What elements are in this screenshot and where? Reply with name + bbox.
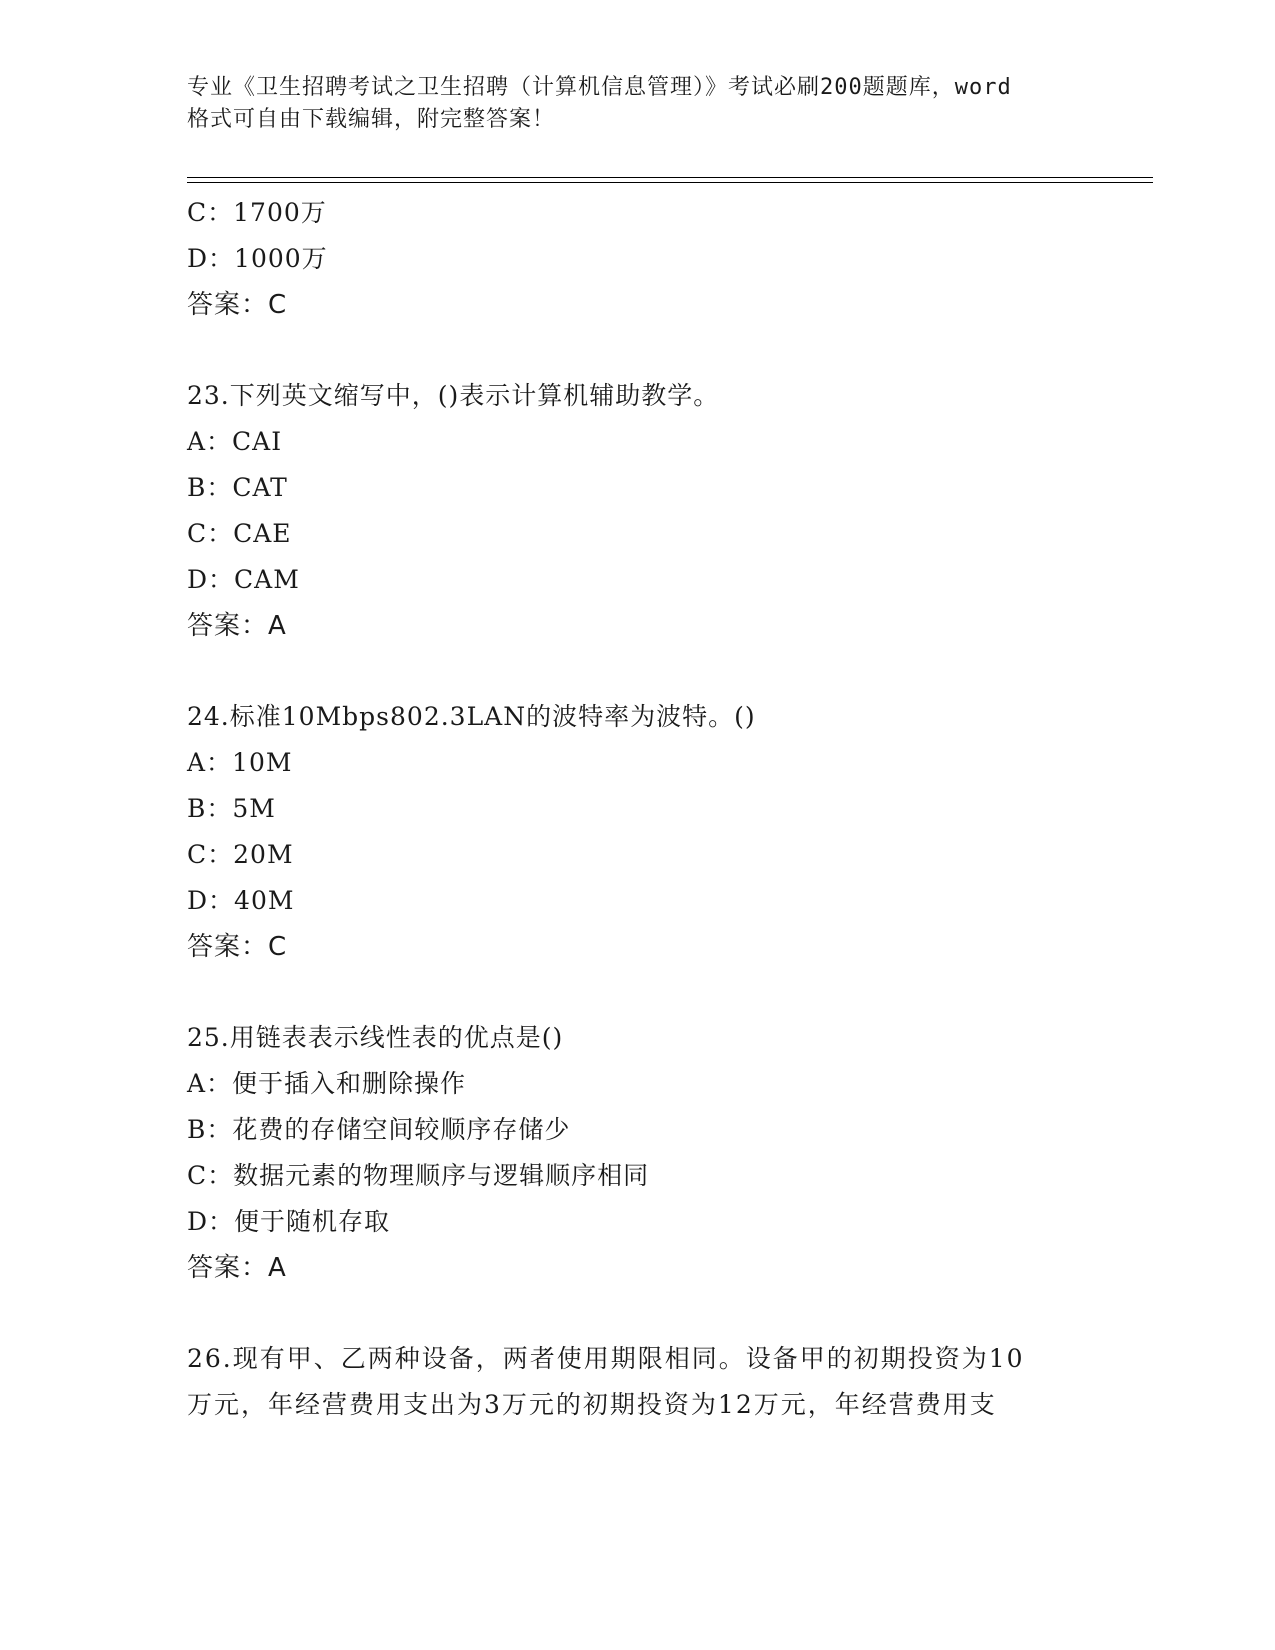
document-body bbox=[187, 190, 1153, 1428]
question-26 bbox=[187, 1336, 1087, 1428]
option-a: A：10M bbox=[187, 748, 293, 777]
header-rule-top bbox=[187, 177, 1153, 178]
spacer bbox=[187, 328, 1153, 373]
option-a: A：便于插入和删除操作 bbox=[187, 1069, 467, 1098]
question-stem: 24.标准10Mbps802.3LAN的波特率为波特。() bbox=[187, 702, 756, 731]
question-24 bbox=[187, 694, 1153, 970]
spacer bbox=[187, 649, 1153, 694]
header-line-1: 专业《卫生招聘考试之卫生招聘（计算机信息管理）》考试必刷200题题库，word bbox=[187, 75, 1012, 100]
spacer bbox=[187, 1291, 1153, 1336]
option-d: D：1000万 bbox=[187, 244, 328, 273]
header-rule-bottom bbox=[187, 182, 1153, 183]
header-line-2: 格式可自由下载编辑，附完整答案！ bbox=[187, 107, 556, 132]
option-d: D：CAM bbox=[187, 565, 300, 594]
question-stem: 23.下列英文缩写中，()表示计算机辅助教学。 bbox=[187, 381, 720, 410]
answer: 答案：C bbox=[187, 932, 288, 962]
question-23 bbox=[187, 373, 1153, 649]
answer: 答案：C bbox=[187, 290, 288, 320]
option-d: D：便于随机存取 bbox=[187, 1207, 391, 1236]
option-b: B：5M bbox=[187, 794, 276, 823]
option-c: C：数据元素的物理顺序与逻辑顺序相同 bbox=[187, 1161, 650, 1190]
question-stem-line-1: 26.现有甲、乙两种设备，两者使用期限相同。设备甲的初期投资为10 bbox=[187, 1344, 1025, 1373]
answer: 答案：A bbox=[187, 611, 287, 641]
page-header bbox=[187, 72, 1087, 136]
option-b: B：CAT bbox=[187, 473, 288, 502]
option-c: C：CAE bbox=[187, 519, 292, 548]
answer: 答案：A bbox=[187, 1253, 287, 1283]
question-22-partial bbox=[187, 190, 1153, 328]
question-25 bbox=[187, 1015, 1153, 1291]
option-a: A：CAI bbox=[187, 427, 283, 456]
option-b: B：花费的存储空间较顺序存储少 bbox=[187, 1115, 571, 1144]
spacer bbox=[187, 970, 1153, 1015]
option-c: C：1700万 bbox=[187, 198, 327, 227]
question-stem: 25.用链表表示线性表的优点是() bbox=[187, 1023, 564, 1052]
option-d: D：40M bbox=[187, 886, 295, 915]
question-stem-line-2: 万元，年经营费用支出为3万元的初期投资为12万元，年经营费用支 bbox=[187, 1390, 997, 1419]
option-c: C：20M bbox=[187, 840, 294, 869]
